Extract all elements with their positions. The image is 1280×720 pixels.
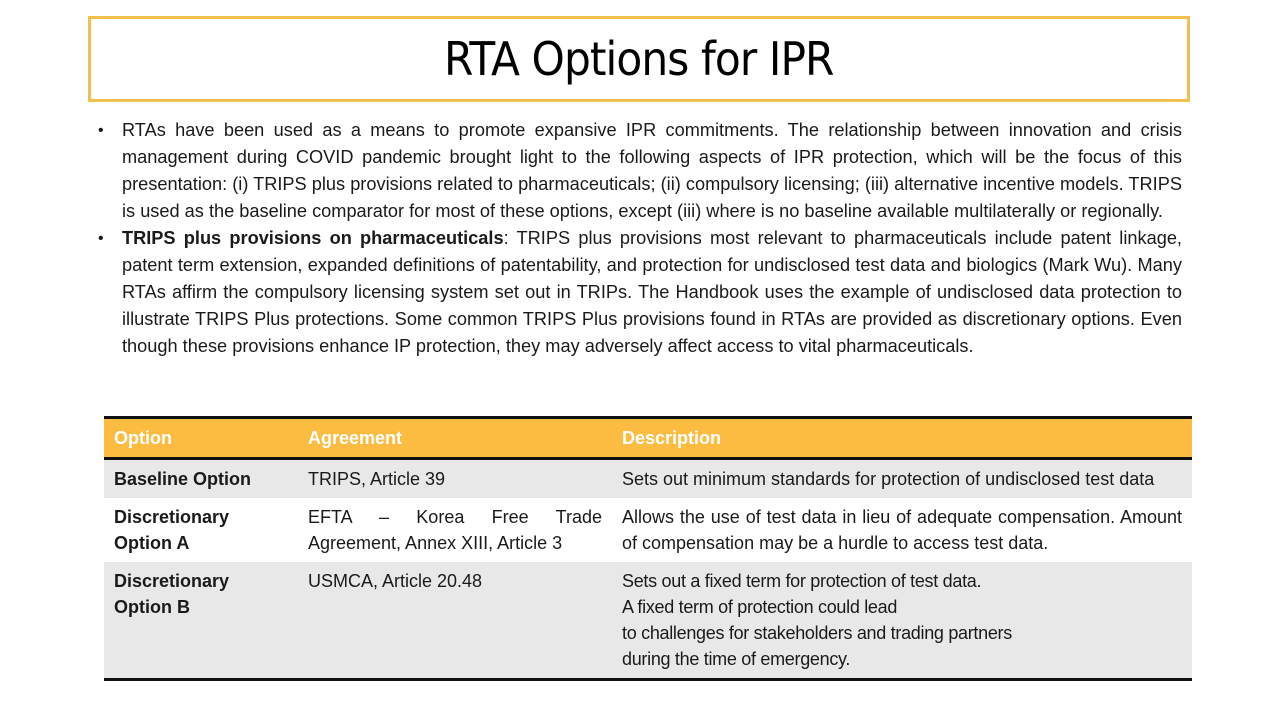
bullet-list	[96, 117, 1182, 360]
cell-option-text: Discretionary Option A	[114, 507, 230, 553]
cell-description	[612, 562, 1192, 680]
bullet-item	[96, 117, 1182, 225]
description-line: Sets out a fixed term for protection of test data.	[622, 571, 982, 591]
description-line: to challenges for stakeholders and trading partners	[622, 623, 1012, 643]
description-line: A fixed term of protection could lead	[622, 597, 898, 617]
title-box	[88, 16, 1190, 102]
header-agreement: Agreement	[298, 418, 612, 459]
cell-agreement: EFTA – Korea Free Trade Agreement, Annex XIII, Article 3	[298, 498, 612, 562]
cell-option: Discretionary Option B	[104, 562, 298, 680]
table-row	[104, 562, 1192, 680]
cell-option	[104, 498, 298, 562]
header-description: Description	[612, 418, 1192, 459]
bullet-text: : TRIPS plus provisions most relevant to pharmaceuticals include patent linkage, patent term extension, expanded definitions of patentability, and protection for undisclosed test data and biologics (Mark Wu). Many RTAs affirm the compulsory licensing system set out in TRIPs. The Handbook uses the example of undisclosed data protection to illustrate TRIPS Plus protections. Some common TRIPS Plus provisions found in RTAs are provided as discretionary options. Even though these provisions enhance IP protection, they may adversely affect access to vital pharmaceuticals.	[122, 228, 1182, 356]
cell-agreement: USMCA, Article 20.48	[298, 562, 612, 680]
slide-title: RTA Options for IPR	[444, 32, 834, 86]
header-option: Option	[104, 418, 298, 459]
options-table	[104, 416, 1192, 681]
cell-agreement: TRIPS, Article 39	[298, 459, 612, 499]
bullet-icon: •	[98, 230, 104, 247]
bullet-icon: •	[98, 122, 104, 139]
bullet-item	[96, 225, 1182, 360]
cell-option: Baseline Option	[104, 459, 298, 499]
table-row	[104, 459, 1192, 499]
bullet-bold-lead: TRIPS plus provisions on pharmaceuticals	[122, 228, 504, 248]
table-header-row	[104, 418, 1192, 459]
cell-description: Sets out minimum standards for protection of undisclosed test data	[612, 459, 1192, 499]
table-row	[104, 498, 1192, 562]
bullet-text: RTAs have been used as a means to promote expansive IPR commitments. The relationship between innovation and crisis management during COVID pandemic brought light to the following aspects of IPR protection, which will be the focus of this presentation: (i) TRIPS plus provisions related to pharmaceuticals; (ii) compulsory licensing; (iii) alternative incentive models. TRIPS is used as the baseline comparator for most of these options, except (iii) where is no baseline available multilaterally or regionally.	[122, 120, 1182, 221]
cell-description: Allows the use of test data in lieu of adequate compensation. Amount of compensation may be a hurdle to access test data.	[612, 498, 1192, 562]
description-line: during the time of emergency.	[622, 649, 851, 669]
